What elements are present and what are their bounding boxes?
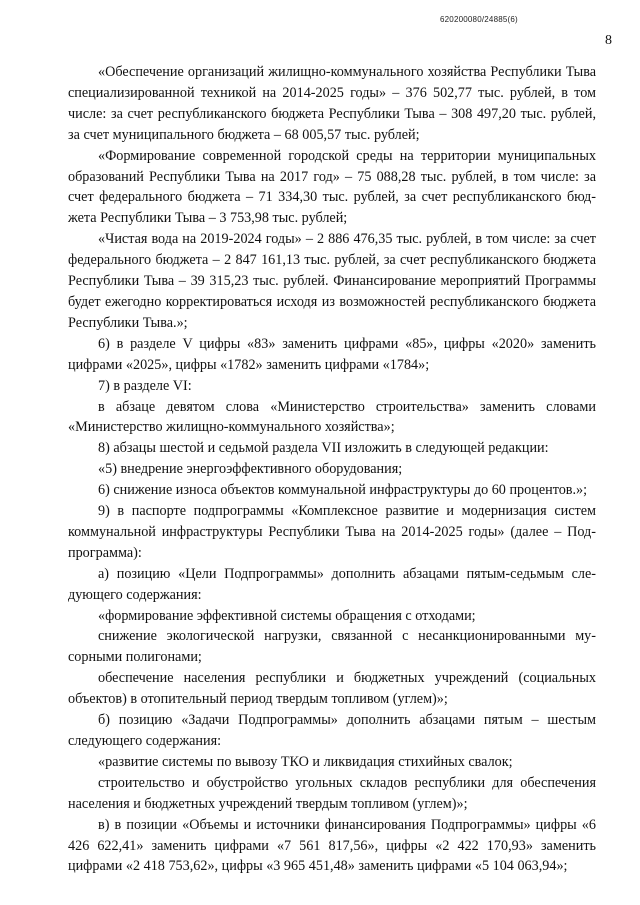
paragraph: снижение экологической нагрузки, связанной с несанкционированными мусорными полигонами; xyxy=(68,628,596,666)
paragraph: «Формирование современной городской среды на территории муниципальных образований Республики Тыва на 2017 год» – 75 088,28 тыс. рублей, в том числе: за счет федерального бюджета – 71 334,30 тыс. рублей, за счет республиканского бюджета Республики Тыва – 3 753,98 тыс. рублей; xyxy=(68,147,596,227)
paragraph: обеспечение населения республики и бюджетных учреждений (социальных объектов) в отопительный период твердым топливом (углем)»; xyxy=(68,670,596,708)
paragraph: «Чистая вода на 2019-2024 годы» – 2 886 476,35 тыс. рублей, в том числе: за счет федерального бюджета – 2 847 161,13 тыс. рублей, за счет республиканского бюджета Республики Тыва – 39 315,23 тыс. рублей. Финансирование мероприятий Программы будет ежегодно корректироваться исходя из возможностей республиканского бюджета Республики Тыва.»; xyxy=(68,231,596,331)
paragraph: «Обеспечение организаций жилищно-коммунального хозяйства Республики Тыва специализированной техникой на 2014-2025 годы» – 376 502,77 тыс. рублей, в том числе: за счет республиканского бюджета Республики Тыва – 308 497,20 тыс. рублей, за счет муниципального бюджета – 68 005,57 тыс. рублей; xyxy=(68,64,596,143)
paragraph: б) позицию «Задачи Подпрограммы» дополнить абзацами пятым – шестым следующего содержания: xyxy=(68,712,596,749)
paragraph: 7) в разделе VI: xyxy=(98,377,192,394)
page-number: 8 xyxy=(605,33,612,48)
paragraph: 9) в паспорте подпрограммы «Комплексное развитие и модернизация систем коммунальной инфраструктуры Республики Тыва на 2014-2025 годы» (далее – Подпрограмма): xyxy=(68,503,596,561)
paragraph: 6) снижение износа объектов коммунальной инфраструктуры до 60 процентов.»; xyxy=(98,482,588,499)
paragraph: а) позицию «Цели Подпрограммы» дополнить абзацами пятым-седьмым следующего содержания: xyxy=(68,565,596,603)
paragraph: в) в позиции «Объемы и источники финансирования Подпрограммы» цифры «6 426 622,41» заменить цифрами «7 561 817,56», цифры «2 422 170,93» заменить цифрами «2 418 753,62», цифры «3 965 451,48» заменить цифрами «5 104 063,94»; xyxy=(68,816,596,875)
paragraph: строительство и обустройство угольных складов республики для обеспечения населения и бюджетных учреждений твердым топливом (углем)»; xyxy=(68,774,596,812)
paragraph: 6) в разделе V цифры «83» заменить цифрами «85», цифры «2020» заменить цифрами «2025», цифры «1782» заменить цифрами «1784»; xyxy=(68,335,596,373)
document-body xyxy=(68,62,596,877)
paragraph: «формирование эффективной системы обращения с отходами; xyxy=(98,607,476,624)
document-id: 620200080/24885(6) xyxy=(440,15,518,24)
paragraph: в абзаце девятом слова «Министерство строительства» заменить словами «Министерство жилищно-коммунального хозяйства»; xyxy=(68,398,596,436)
paragraph: «5) внедрение энергоэффективного оборудования; xyxy=(98,461,403,478)
paragraph: 8) абзацы шестой и седьмой раздела VII изложить в следующей редакции: xyxy=(98,440,549,457)
paragraph: «развитие системы по вывозу ТКО и ликвидация стихийных свалок; xyxy=(98,753,513,770)
